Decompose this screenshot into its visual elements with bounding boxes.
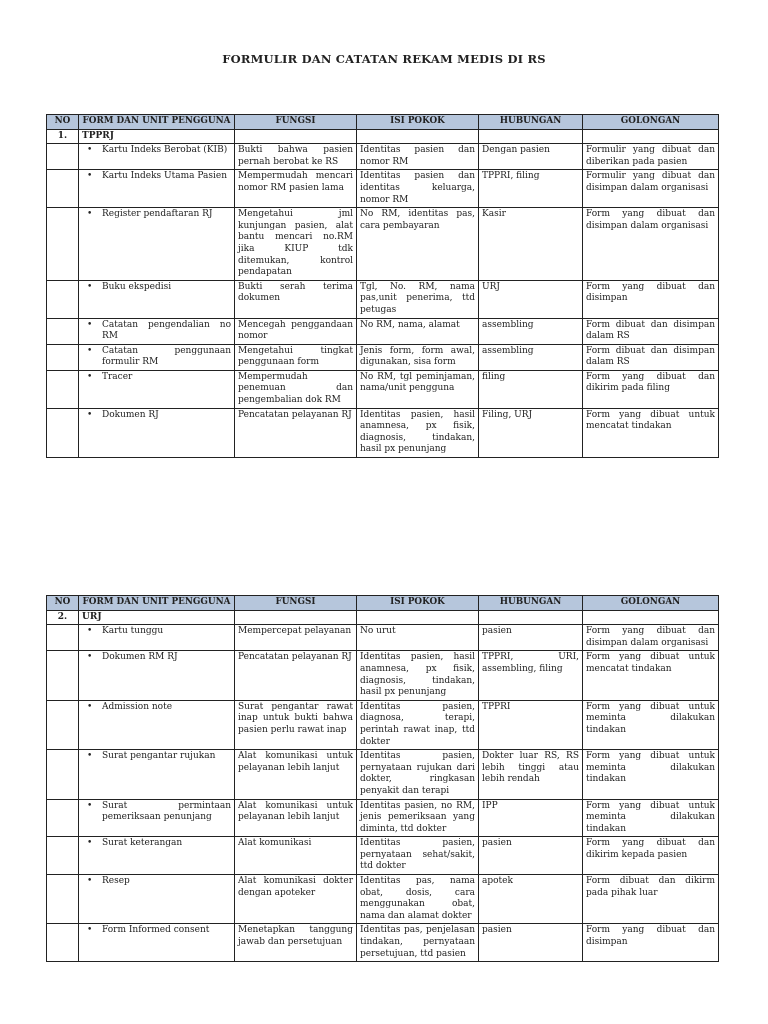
form-item — [82, 209, 231, 221]
column-header: GOLONGAN — [583, 115, 719, 130]
fungsi-cell: Mencegah penggandaan nomor — [235, 318, 357, 344]
section-number: 2. — [47, 610, 79, 625]
fungsi-cell: Mempercepat pelayanan — [235, 625, 357, 651]
column-header: NO — [47, 115, 79, 130]
section-number: 1. — [47, 129, 79, 144]
golongan-cell: Form yang dibuat untuk meminta dilakukan tindakan — [583, 750, 719, 799]
empty-cell — [583, 610, 719, 625]
fungsi-cell: Pencatatan pelayanan RJ — [235, 651, 357, 700]
bullet-icon: • — [87, 800, 93, 811]
table-row — [47, 208, 719, 281]
golongan-cell: Form yang dibuat dan disimpan dalam organisasi — [583, 208, 719, 281]
form-item — [82, 801, 231, 824]
column-header: ISI POKOK — [357, 115, 479, 130]
form-item — [82, 372, 231, 384]
form-cell — [79, 208, 235, 281]
form-cell — [79, 924, 235, 962]
form-name: Surat keterangan — [102, 838, 183, 849]
column-header: FORM DAN UNIT PENGGUNA — [79, 115, 235, 130]
form-cell — [79, 625, 235, 651]
form-name: Register pendaftaran RJ — [102, 209, 213, 220]
table-row — [47, 344, 719, 370]
hubungan-cell: TPPRI — [479, 700, 583, 749]
bullet-icon: • — [87, 876, 93, 887]
golongan-cell: Form dibuat dan dikirm pada pihak luar — [583, 875, 719, 924]
fungsi-cell: Menetapkan tanggung jawab dan persetujuan — [235, 924, 357, 962]
document-title: FORMULIR DAN CATATAN REKAM MEDIS DI RS — [222, 52, 546, 66]
isi-pokok-cell: Identitas pas, penjelasan tindakan, pernyataan persetujuan, ttd pasien — [357, 924, 479, 962]
form-cell — [79, 799, 235, 837]
isi-pokok-cell: No urut — [357, 625, 479, 651]
form-name: Admission note — [102, 701, 173, 712]
form-item — [82, 410, 231, 422]
form-name: Kartu tunggu — [102, 626, 164, 637]
table-row — [47, 408, 719, 457]
form-item — [82, 652, 231, 664]
column-header: ISI POKOK — [357, 596, 479, 611]
isi-pokok-cell: No RM, tgl peminjaman, nama/unit pengguna — [357, 370, 479, 408]
form-name: Tracer — [102, 371, 133, 382]
no-cell — [47, 837, 79, 875]
isi-pokok-cell: Identitas pasien, hasil anamnesa, px fisik, diagnosis, tindakan, hasil px penunjang — [357, 651, 479, 700]
rekam-medis-table-urj — [46, 595, 719, 962]
fungsi-cell: Bukti bahwa pasien pernah berobat ke RS — [235, 144, 357, 170]
form-item — [82, 626, 231, 638]
hubungan-cell: apotek — [479, 875, 583, 924]
form-cell — [79, 875, 235, 924]
section-unit: URJ — [79, 610, 235, 625]
isi-pokok-cell: Jenis form, form awal, digunakan, sisa form — [357, 344, 479, 370]
isi-pokok-cell: Identitas pasien dan nomor RM — [357, 144, 479, 170]
form-name: Resep — [102, 876, 130, 887]
form-cell — [79, 651, 235, 700]
table-row — [47, 875, 719, 924]
golongan-cell: Form yang dibuat dan disimpan — [583, 280, 719, 318]
form-cell — [79, 700, 235, 749]
column-header: HUBUNGAN — [479, 115, 583, 130]
table-row — [47, 651, 719, 700]
golongan-cell: Formulir yang dibuat dan diberikan pada pasien — [583, 144, 719, 170]
no-cell — [47, 700, 79, 749]
isi-pokok-cell: Identitas pas, nama obat, dosis, cara menggunakan obat, nama dan alamat dokter — [357, 875, 479, 924]
column-header: NO — [47, 596, 79, 611]
golongan-cell: Form yang dibuat untuk mencatat tindakan — [583, 651, 719, 700]
no-cell — [47, 651, 79, 700]
golongan-cell: Form yang dibuat dan dikirim kepada pasien — [583, 837, 719, 875]
no-cell — [47, 170, 79, 208]
section-row — [47, 610, 719, 625]
form-name: Catatan penggunaan formulir RM — [102, 345, 231, 368]
no-cell — [47, 408, 79, 457]
form-cell — [79, 318, 235, 344]
form-name: Surat pengantar rujukan — [102, 751, 216, 762]
table-row — [47, 924, 719, 962]
fungsi-cell: Mengetahui jml kunjungan pasien, alat bantu mencari no.RM jika KIUP tdk ditemukan, kontrol pendapatan — [235, 208, 357, 281]
table-row — [47, 700, 719, 749]
no-cell — [47, 344, 79, 370]
fungsi-cell: Alat komunikasi untuk pelayanan lebih lanjut — [235, 799, 357, 837]
no-cell — [47, 280, 79, 318]
form-name: Buku ekspedisi — [102, 281, 172, 292]
fungsi-cell: Alat komunikasi untuk pelayanan lebih lanjut — [235, 750, 357, 799]
bullet-icon: • — [87, 838, 93, 849]
form-cell — [79, 370, 235, 408]
golongan-cell: Form yang dibuat untuk meminta dilakukan tindakan — [583, 799, 719, 837]
table-row — [47, 370, 719, 408]
bullet-icon: • — [87, 319, 93, 330]
column-header: FUNGSI — [235, 115, 357, 130]
hubungan-cell: Dokter luar RS, RS lebih tinggi atau lebih rendah — [479, 750, 583, 799]
section-row — [47, 129, 719, 144]
golongan-cell: Formulir yang dibuat dan disimpan dalam organisasi — [583, 170, 719, 208]
bullet-icon: • — [87, 371, 93, 382]
bullet-icon: • — [87, 171, 93, 182]
golongan-cell: Form yang dibuat untuk meminta dilakukan tindakan — [583, 700, 719, 749]
table-row — [47, 144, 719, 170]
isi-pokok-cell: Identitas pasien, hasil anamnesa, px fisik, diagnosis, tindakan, hasil px penunjang — [357, 408, 479, 457]
no-cell — [47, 370, 79, 408]
no-cell — [47, 875, 79, 924]
table-row — [47, 799, 719, 837]
hubungan-cell: Kasir — [479, 208, 583, 281]
hubungan-cell: TPPRI, filing — [479, 170, 583, 208]
column-header: FUNGSI — [235, 596, 357, 611]
isi-pokok-cell: Tgl, No. RM, nama pas,unit penerima, ttd petugas — [357, 280, 479, 318]
hubungan-cell: pasien — [479, 625, 583, 651]
isi-pokok-cell: No RM, identitas pas, cara pembayaran — [357, 208, 479, 281]
form-name: Surat permintaan pemeriksaan penunjang — [102, 800, 231, 823]
form-item — [82, 346, 231, 369]
no-cell — [47, 208, 79, 281]
form-item — [82, 320, 231, 343]
column-header: HUBUNGAN — [479, 596, 583, 611]
form-cell — [79, 280, 235, 318]
table-row — [47, 625, 719, 651]
hubungan-cell: IPP — [479, 799, 583, 837]
fungsi-cell: Alat komunikasi — [235, 837, 357, 875]
hubungan-cell: pasien — [479, 924, 583, 962]
isi-pokok-cell: Identitas pasien, pernyataan sehat/sakit, ttd dokter — [357, 837, 479, 875]
hubungan-cell: assembling — [479, 344, 583, 370]
table-header-row — [47, 115, 719, 130]
form-name: Dokumen RM RJ — [102, 652, 178, 663]
empty-cell — [235, 610, 357, 625]
hubungan-cell: Filing, URJ — [479, 408, 583, 457]
form-name: Form Informed consent — [102, 925, 210, 936]
form-name: Catatan pengendalian no RM — [102, 319, 231, 342]
fungsi-cell: Mengetahui tingkat penggunaan form — [235, 344, 357, 370]
form-name: Kartu Indeks Utama Pasien — [102, 171, 228, 182]
hubungan-cell: assembling — [479, 318, 583, 344]
bullet-icon: • — [87, 925, 93, 936]
bullet-icon: • — [87, 626, 93, 637]
form-item — [82, 145, 231, 157]
isi-pokok-cell: No RM, nama, alamat — [357, 318, 479, 344]
form-name: Kartu Indeks Berobat (KIB) — [102, 145, 228, 156]
empty-cell — [357, 610, 479, 625]
golongan-cell: Form yang dibuat dan disimpan — [583, 924, 719, 962]
fungsi-cell: Mempermudah mencari nomor RM pasien lama — [235, 170, 357, 208]
form-item — [82, 171, 231, 183]
isi-pokok-cell: Identitas pasien, pernyataan rujukan dari dokter, ringkasan penyakit dan terapi — [357, 750, 479, 799]
hubungan-cell: filing — [479, 370, 583, 408]
isi-pokok-cell: Identitas pasien dan identitas keluarga, nomor RM — [357, 170, 479, 208]
golongan-cell: Form dibuat dan disimpan dalam RS — [583, 344, 719, 370]
form-cell — [79, 170, 235, 208]
table-row — [47, 318, 719, 344]
empty-cell — [479, 610, 583, 625]
bullet-icon: • — [87, 409, 93, 420]
empty-cell — [479, 129, 583, 144]
isi-pokok-cell: Identitas pasien, no RM, jenis pemeriksaan yang diminta, ttd dokter — [357, 799, 479, 837]
rekam-medis-table-tpprj — [46, 114, 719, 458]
form-item — [82, 751, 231, 763]
golongan-cell: Form yang dibuat dan dikirim pada filing — [583, 370, 719, 408]
golongan-cell: Form yang dibuat untuk mencatat tindakan — [583, 408, 719, 457]
form-cell — [79, 837, 235, 875]
fungsi-cell: Alat komunikasi dokter dengan apoteker — [235, 875, 357, 924]
section-unit: TPPRJ — [79, 129, 235, 144]
table-row — [47, 170, 719, 208]
form-item — [82, 702, 231, 714]
isi-pokok-cell: Identitas pasien, diagnosa, terapi, perintah rawat inap, ttd dokter — [357, 700, 479, 749]
bullet-icon: • — [87, 701, 93, 712]
form-cell — [79, 144, 235, 170]
column-header: FORM DAN UNIT PENGGUNA — [79, 596, 235, 611]
table-header-row — [47, 596, 719, 611]
no-cell — [47, 799, 79, 837]
empty-cell — [235, 129, 357, 144]
no-cell — [47, 625, 79, 651]
column-header: GOLONGAN — [583, 596, 719, 611]
form-item — [82, 838, 231, 850]
table-row — [47, 280, 719, 318]
no-cell — [47, 144, 79, 170]
form-cell — [79, 344, 235, 370]
no-cell — [47, 750, 79, 799]
form-item — [82, 282, 231, 294]
fungsi-cell: Surat pengantar rawat inap untuk bukti bahwa pasien perlu rawat inap — [235, 700, 357, 749]
table-row — [47, 837, 719, 875]
empty-cell — [357, 129, 479, 144]
golongan-cell: Form yang dibuat dan disimpan dalam organisasi — [583, 625, 719, 651]
bullet-icon: • — [87, 345, 93, 356]
form-name: Dokumen RJ — [102, 409, 159, 420]
no-cell — [47, 924, 79, 962]
table-row — [47, 750, 719, 799]
fungsi-cell: Pencatatan pelayanan RJ — [235, 408, 357, 457]
fungsi-cell: Mempermudah penemuan dan pengembalian dok RM — [235, 370, 357, 408]
hubungan-cell: Dengan pasien — [479, 144, 583, 170]
hubungan-cell: TPPRI, URI, assembling, filing — [479, 651, 583, 700]
form-cell — [79, 408, 235, 457]
bullet-icon: • — [87, 281, 93, 292]
golongan-cell: Form dibuat dan disimpan dalam RS — [583, 318, 719, 344]
hubungan-cell: URJ — [479, 280, 583, 318]
no-cell — [47, 318, 79, 344]
form-item — [82, 925, 231, 937]
bullet-icon: • — [87, 209, 93, 220]
form-cell — [79, 750, 235, 799]
empty-cell — [583, 129, 719, 144]
hubungan-cell: pasien — [479, 837, 583, 875]
form-item — [82, 876, 231, 888]
bullet-icon: • — [87, 145, 93, 156]
bullet-icon: • — [87, 652, 93, 663]
bullet-icon: • — [87, 751, 93, 762]
fungsi-cell: Bukti serah terima dokumen — [235, 280, 357, 318]
